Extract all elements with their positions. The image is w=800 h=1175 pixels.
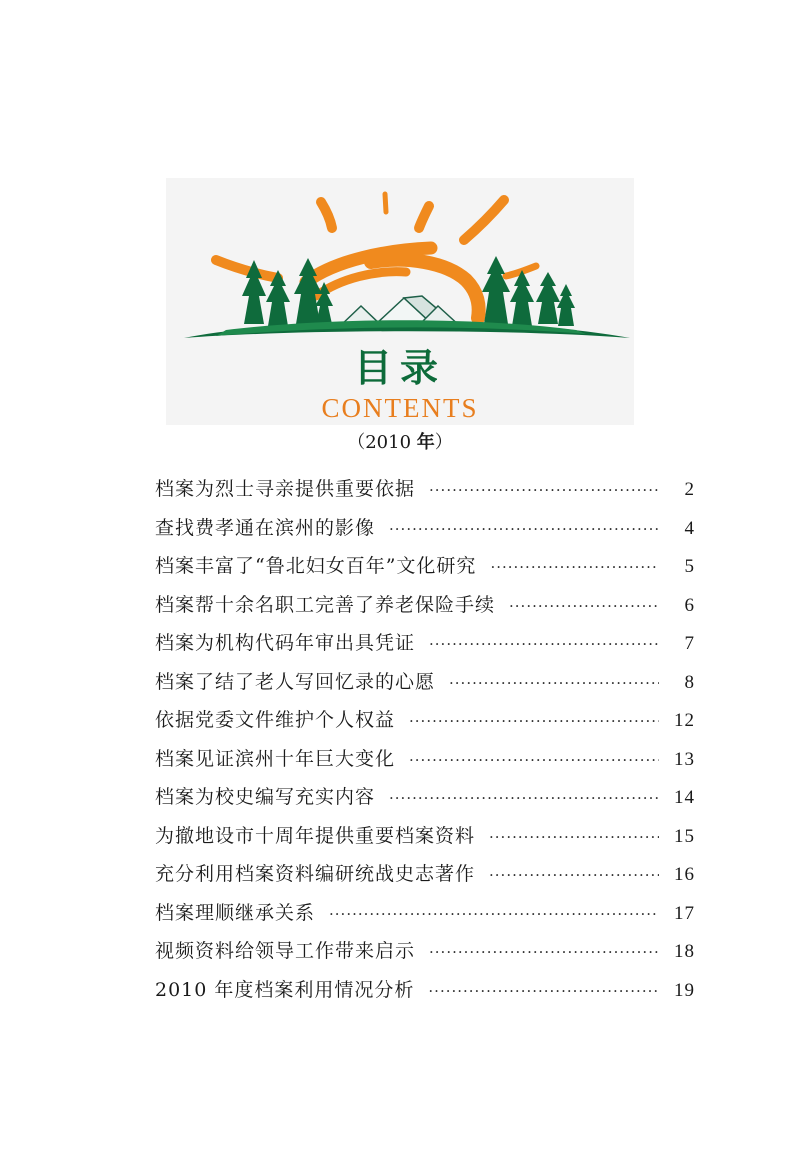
toc-leader-dots	[489, 856, 659, 895]
toc-entry-title: 视频资料给领导工作带来启示	[155, 940, 416, 962]
toc-entry-page: 18	[674, 941, 695, 962]
year-label	[0, 430, 800, 456]
toc-entry-page: 19	[674, 979, 695, 1001]
toc-entry-page: 13	[674, 748, 695, 770]
toc-entry-page: 8	[684, 671, 695, 693]
toc-entry-title: 档案丰富了“鲁北妇女百年”文化研究	[155, 555, 477, 577]
toc-entry-title: 档案了结了老人写回忆录的心愿	[155, 670, 436, 693]
toc-leader-dots	[490, 548, 659, 587]
toc-entry[interactable]	[155, 701, 695, 740]
toc-leader-dots	[429, 625, 659, 664]
toc-entry-page: 2	[684, 479, 695, 500]
toc-entry-title: 2010 年度档案利用情况分析	[155, 978, 415, 1001]
year-number: 2010	[365, 432, 412, 453]
year-suffix: 年	[416, 432, 435, 453]
toc-entry[interactable]	[155, 470, 695, 509]
toc-entry-page: 16	[674, 864, 695, 885]
toc-entry-page: 7	[684, 633, 695, 654]
contents-title-en: CONTENTS	[321, 393, 479, 423]
toc-entry-title: 档案见证滨州十年巨大变化	[155, 747, 396, 770]
toc-entry-title: 档案为机构代码年审出具凭证	[155, 632, 416, 654]
contents-title-cn: 目录	[353, 346, 446, 390]
toc-leader-dots	[409, 702, 659, 741]
toc-entry[interactable]	[155, 971, 695, 1010]
toc-leader-dots	[429, 933, 659, 972]
toc-leader-dots	[409, 741, 659, 780]
toc-leader-dots	[489, 818, 659, 857]
year-close-paren: ）	[434, 432, 453, 453]
toc-entry-page: 14	[674, 787, 695, 808]
toc-entry-title: 充分利用档案资料编研统战史志著作	[155, 863, 476, 885]
toc-leader-dots	[449, 664, 659, 703]
sunrise-tents-logo-icon	[166, 178, 634, 358]
toc-leader-dots	[389, 510, 659, 549]
toc-entry-title: 档案为烈士寻亲提供重要依据	[155, 478, 416, 500]
toc-entry[interactable]	[155, 894, 695, 933]
toc-entry[interactable]	[155, 547, 695, 586]
toc-leader-dots	[329, 895, 659, 934]
toc-entry-page: 6	[684, 594, 695, 616]
table-of-contents	[155, 470, 695, 1009]
toc-entry[interactable]	[155, 855, 695, 894]
toc-entry[interactable]	[155, 740, 695, 779]
toc-leader-dots	[429, 471, 659, 510]
toc-leader-dots	[509, 587, 659, 626]
toc-entry-title: 依据党委文件维护个人权益	[155, 709, 396, 731]
toc-entry[interactable]	[155, 586, 695, 625]
toc-entry[interactable]	[155, 663, 695, 702]
toc-entry[interactable]	[155, 932, 695, 971]
toc-entry-title: 档案理顺继承关系	[155, 901, 316, 924]
toc-leader-dots	[428, 972, 659, 1011]
toc-entry-page: 5	[684, 556, 695, 577]
toc-entry-page: 15	[674, 825, 695, 847]
toc-entry[interactable]	[155, 624, 695, 663]
toc-entry-page: 4	[684, 517, 695, 539]
year-open-paren: （	[347, 432, 366, 453]
toc-entry-title: 档案帮十余名职工完善了养老保险手续	[155, 593, 496, 616]
toc-entry[interactable]	[155, 778, 695, 817]
toc-entry-title: 档案为校史编写充实内容	[155, 786, 376, 808]
contents-header	[166, 178, 634, 425]
toc-entry-title: 查找费孝通在滨州的影像	[155, 516, 376, 539]
toc-entry[interactable]	[155, 817, 695, 856]
toc-entry-page: 12	[674, 710, 695, 731]
toc-entry[interactable]	[155, 509, 695, 548]
toc-leader-dots	[389, 779, 659, 818]
toc-entry-title: 为撤地设市十周年提供重要档案资料	[155, 824, 476, 847]
toc-entry-page: 17	[674, 902, 695, 924]
